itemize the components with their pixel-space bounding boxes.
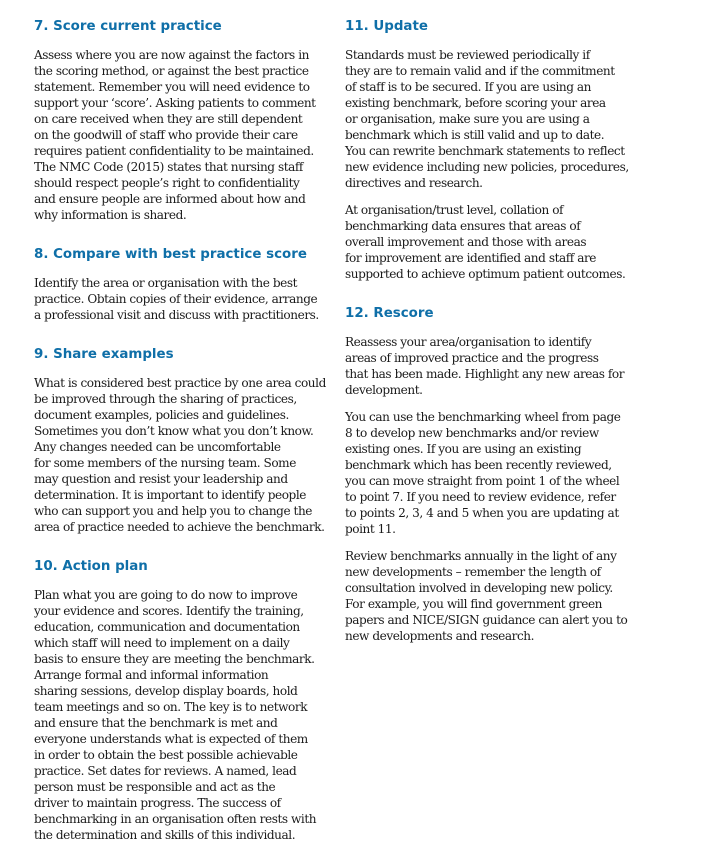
text-line: to point 7. If you need to review evidence, refer [345,490,616,504]
text-line: driver to maintain progress. The success of [34,796,281,810]
paragraph [345,47,645,191]
section-spacer [34,323,330,346]
text-line: benchmark which is still valid and up to date. [345,128,605,142]
text-line: Identify the area or organisation with the best [34,276,298,290]
section [34,18,330,223]
text-line: areas of improved practice and the progress [345,351,599,365]
text-line: point 11. [345,522,396,536]
section-heading: 9. Share examples [34,347,174,362]
section-heading: 12. Rescore [345,306,434,321]
paragraph-spacer [345,398,645,409]
text-line: What is considered best practice by one area could [34,376,326,390]
text-line: existing benchmark, before scoring your area [345,96,606,110]
text-line: your evidence and scores. Identify the training, [34,604,304,618]
text-line: overall improvement and those with areas [345,235,587,249]
text-line: team meetings and so on. The key is to network [34,700,308,714]
text-line: in order to obtain the best possible achievable [34,748,298,762]
text-line: consultation involved in developing new policy. [345,581,613,595]
section-heading: 10. Action plan [34,559,148,574]
text-line: why information is shared. [34,208,187,222]
paragraph [345,548,645,644]
text-line: Plan what you are going to do now to improve [34,588,298,602]
text-line: for improvement are identified and staff are [345,251,596,265]
text-line: benchmarking data ensures that areas of [345,219,581,233]
paragraph [345,409,645,537]
section-heading: 11. Update [345,19,428,34]
text-line: and ensure people are informed about how and [34,192,306,206]
text-line: development. [345,383,423,397]
text-line: support your ‘score’. Asking patients to comment [34,96,316,110]
text-line: the scoring method, or against the best practice [34,64,309,78]
text-line: for some members of the nursing team. Some [34,456,296,470]
text-line: The NMC Code (2015) states that nursing staff [34,160,303,174]
text-line: new developments – remember the length of [345,565,601,579]
text-line: supported to achieve optimum patient outcomes. [345,267,626,281]
paragraph [345,202,645,282]
right-column [345,18,645,644]
text-line: You can use the benchmarking wheel from page [345,410,621,424]
text-line: they are to remain valid and if the commitment [345,64,615,78]
section [34,246,330,323]
paragraph [34,275,330,323]
text-line: requires patient confidentiality to be maintained. [34,144,314,158]
text-line: statement. Remember you will need evidence to [34,80,310,94]
text-line: benchmark which has been recently reviewed, [345,458,612,472]
text-line: For example, you will find government green [345,597,602,611]
text-line: who can support you and help you to change the [34,504,313,518]
text-line: Any changes needed can be uncomfortable [34,440,281,454]
paragraph [34,587,330,843]
section-heading: 7. Score current practice [34,19,222,34]
text-line: that has been made. Highlight any new areas for [345,367,625,381]
text-line: new evidence including new policies, procedures, [345,160,629,174]
text-line: existing ones. If you are using an existing [345,442,582,456]
text-line: Arrange formal and informal information [34,668,269,682]
text-line: or organisation, make sure you are using a [345,112,590,126]
text-line: may question and resist your leadership and [34,472,288,486]
text-line: to points 2, 3, 4 and 5 when you are updating at [345,506,619,520]
text-line: papers and NICE/SIGN guidance can alert you to [345,613,628,627]
text-line: you can move straight from point 1 of the wheel [345,474,620,488]
text-line: area of practice needed to achieve the benchmark. [34,520,325,534]
text-line: sharing sessions, develop display boards, hold [34,684,298,698]
text-line: You can rewrite benchmark statements to reflect [345,144,625,158]
text-line: At organisation/trust level, collation of [345,203,564,217]
text-line: Review benchmarks annually in the light of any [345,549,617,563]
text-line: which staff will need to implement on a daily [34,636,290,650]
paragraph [34,375,330,535]
text-line: be improved through the sharing of practices, [34,392,297,406]
paragraph-spacer [345,537,645,548]
text-line: education, communication and documentation [34,620,300,634]
section-spacer [34,535,330,558]
text-line: determination. It is important to identify people [34,488,306,502]
text-line: directives and research. [345,176,483,190]
left-column [34,18,330,843]
section-spacer [345,282,645,305]
section-heading: 8. Compare with best practice score [34,247,307,262]
section [34,558,330,843]
text-line: Standards must be reviewed periodically if [345,48,590,62]
text-line: Assess where you are now against the factors in [34,48,309,62]
text-line: the determination and skills of this individual. [34,828,296,842]
text-line: a professional visit and discuss with practitioners. [34,308,319,322]
text-line: Reassess your area/organisation to identify [345,335,592,349]
text-line: on the goodwill of staff who provide their care [34,128,298,142]
text-line: practice. Obtain copies of their evidence, arrange [34,292,318,306]
section [34,346,330,535]
paragraph [345,334,645,398]
text-line: everyone understands what is expected of them [34,732,308,746]
text-line: practice. Set dates for reviews. A named, lead [34,764,297,778]
section [345,305,645,644]
text-line: document examples, policies and guidelines. [34,408,289,422]
paragraph [34,47,330,223]
text-line: basis to ensure they are meeting the benchmark. [34,652,315,666]
text-line: Sometimes you don’t know what you don’t know. [34,424,314,438]
text-line: new developments and research. [345,629,535,643]
text-line: on care received when they are still dependent [34,112,303,126]
text-line: of staff is to be secured. If you are using an [345,80,591,94]
text-line: and ensure that the benchmark is met and [34,716,278,730]
text-line: 8 to develop new benchmarks and/or review [345,426,599,440]
section [345,18,645,282]
paragraph-spacer [345,191,645,202]
text-line: benchmarking in an organisation often rests with [34,812,317,826]
text-line: should respect people’s right to confidentiality [34,176,300,190]
text-line: person must be responsible and act as the [34,780,276,794]
section-spacer [34,223,330,246]
